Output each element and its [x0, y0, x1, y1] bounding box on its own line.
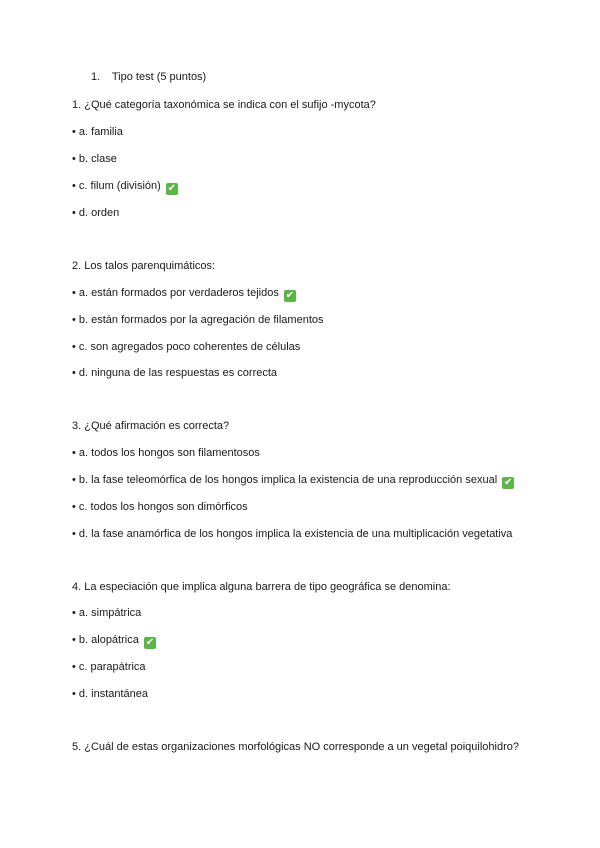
option-text: • a. están formados por verdaderos tejidos	[72, 287, 279, 299]
question-3-option-a	[72, 446, 260, 460]
question-2-option-a	[72, 286, 296, 302]
question-4-option-d	[72, 687, 148, 701]
option-text: • b. la fase teleomórfica de los hongos implica la existencia de una reproducción sexual	[72, 474, 498, 486]
option-text: • b. alopátrica	[72, 634, 139, 646]
question-3-option-b	[72, 473, 514, 489]
question-4-option-a	[72, 606, 141, 620]
option-text: • b. están formados por la agregación de filamentos	[72, 314, 324, 326]
section-number: 1.	[91, 71, 101, 83]
option-text: • a. familia	[72, 126, 123, 138]
question-4-option-b	[72, 633, 156, 649]
question-5: 5. ¿Cuál de estas organizaciones morfológicas NO corresponde a un vegetal poiquilohidro?	[72, 741, 519, 753]
question-3: 3. ¿Qué afirmación es correcta?	[72, 420, 230, 432]
question-3-option-d	[72, 527, 512, 541]
option-text: • a. todos los hongos son filamentosos	[72, 447, 260, 459]
question-1-option-c	[72, 179, 178, 195]
question-1: 1. ¿Qué categoría taxonómica se indica con el sufijo -mycota?	[72, 99, 376, 111]
option-text: • c. filum (división)	[72, 180, 161, 192]
option-text: • d. ninguna de las respuestas es correcta	[72, 367, 278, 379]
question-1-option-b	[72, 152, 117, 166]
option-text: • d. la fase anamórfica de los hongos implica la existencia de una multiplicación vegetativa	[72, 528, 513, 540]
question-4: 4. La especiación que implica alguna barrera de tipo geográfica se denomina:	[72, 581, 451, 593]
option-text: • c. parapátrica	[72, 661, 146, 673]
question-1-option-d	[72, 206, 119, 220]
question-2-option-d	[72, 366, 277, 380]
option-text: • c. son agregados poco coherentes de células	[72, 341, 301, 353]
check-mark-icon: ✔	[145, 637, 155, 648]
section-title: Tipo test (5 puntos)	[111, 71, 207, 83]
question-3-option-c	[72, 500, 248, 514]
check-mark-icon: ✔	[504, 477, 513, 488]
check-mark-icon: ✔	[285, 290, 295, 301]
question-2-option-b	[72, 313, 324, 327]
section-heading	[91, 71, 206, 83]
option-text: • a. simpátrica	[72, 607, 142, 619]
option-text: • d. orden	[72, 207, 120, 219]
question-2: 2. Los talos parenquimáticos:	[72, 260, 216, 272]
question-4-option-c	[72, 660, 146, 674]
option-text: • b. clase	[72, 153, 117, 165]
option-text: • d. instantánea	[72, 688, 149, 700]
option-text: • c. todos los hongos son dimórficos	[72, 501, 248, 513]
check-mark-icon: ✔	[167, 183, 177, 194]
question-1-option-a	[72, 125, 123, 139]
question-2-option-c	[72, 340, 300, 354]
